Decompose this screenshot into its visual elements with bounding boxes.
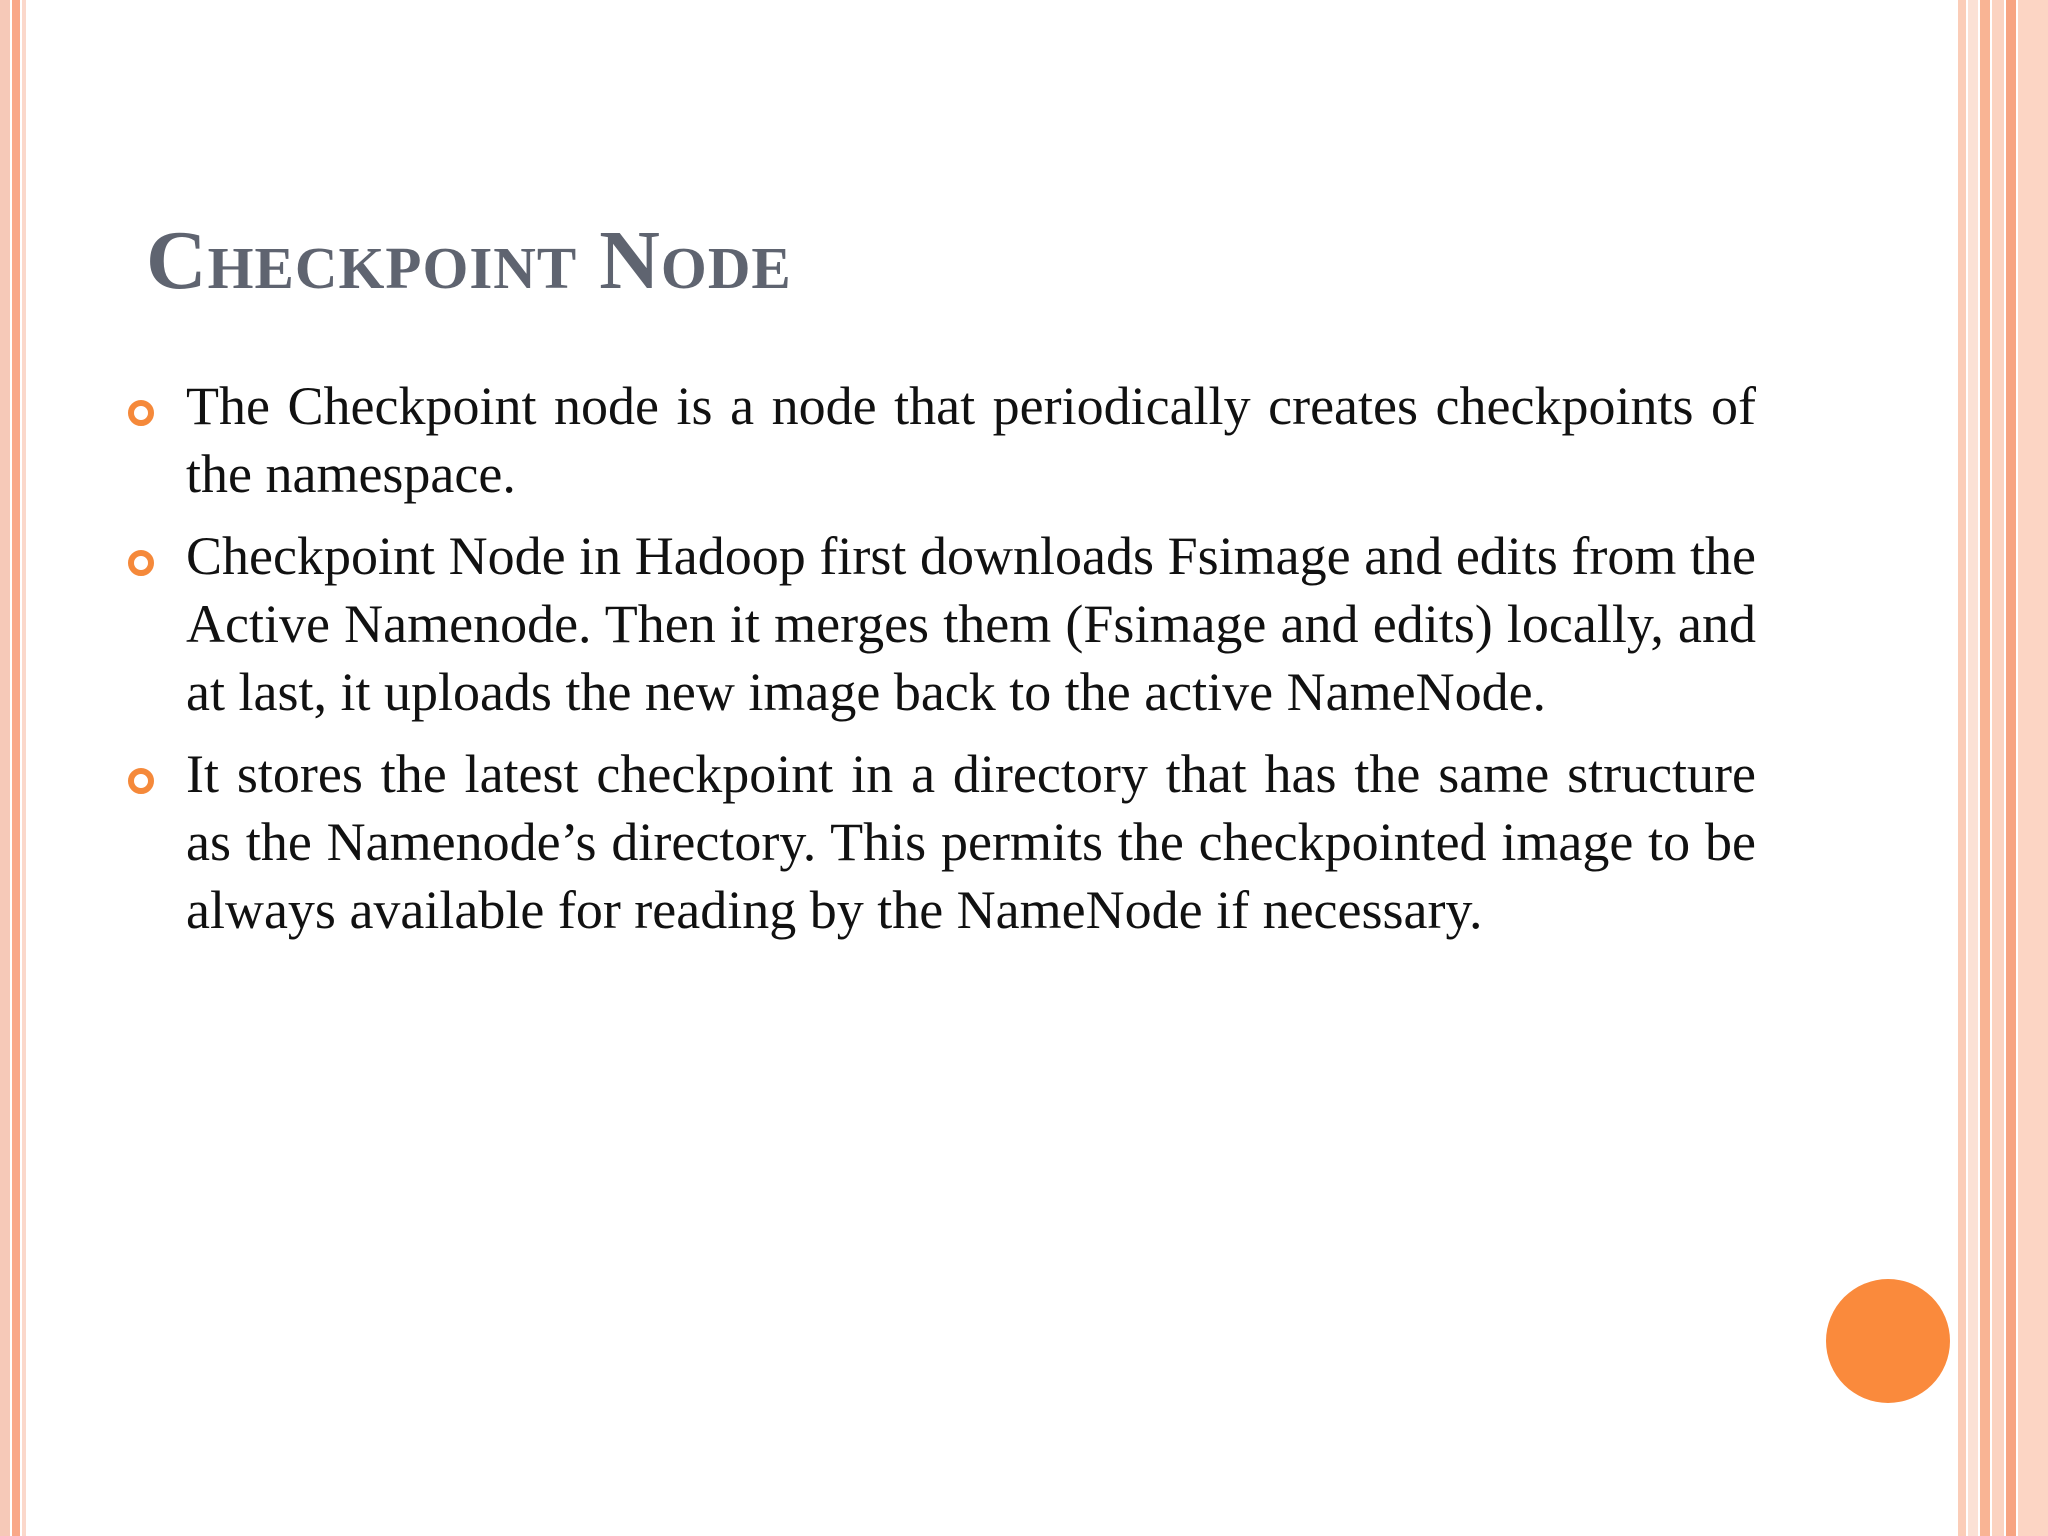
decorative-orange-circle xyxy=(1826,1279,1950,1403)
right-border-stripe xyxy=(1958,0,1966,1536)
bullet-list xyxy=(124,372,1756,958)
right-border-stripe xyxy=(1992,0,2004,1536)
circle-bullet-icon xyxy=(128,550,154,576)
list-item xyxy=(124,740,1756,944)
left-border-stripe xyxy=(0,0,10,1536)
circle-bullet-icon xyxy=(128,400,154,426)
right-border-stripe xyxy=(1980,0,1990,1536)
slide-title: Checkpoint Node xyxy=(146,214,792,307)
right-border-stripe xyxy=(2018,0,2048,1536)
bullet-text: The Checkpoint node is a node that periodically creates checkpoints of the namespace. xyxy=(186,376,1756,504)
bullet-text: It stores the latest checkpoint in a directory that has the same structure as the Namenode’s directory. This permits the checkpointed image to be always available for reading by the NameNode if necessary. xyxy=(186,744,1756,940)
list-item xyxy=(124,522,1756,726)
right-border-stripe xyxy=(1968,0,1978,1536)
left-border-stripe xyxy=(22,0,26,1536)
right-border-stripe xyxy=(2006,0,2016,1536)
list-item xyxy=(124,372,1756,508)
bullet-text: Checkpoint Node in Hadoop first downloads Fsimage and edits from the Active Namenode. Then it merges them (Fsimage and edits) locally, and at last, it uploads the new image back to the active NameNode. xyxy=(186,526,1756,722)
circle-bullet-icon xyxy=(128,768,154,794)
left-border-stripe xyxy=(12,0,20,1536)
